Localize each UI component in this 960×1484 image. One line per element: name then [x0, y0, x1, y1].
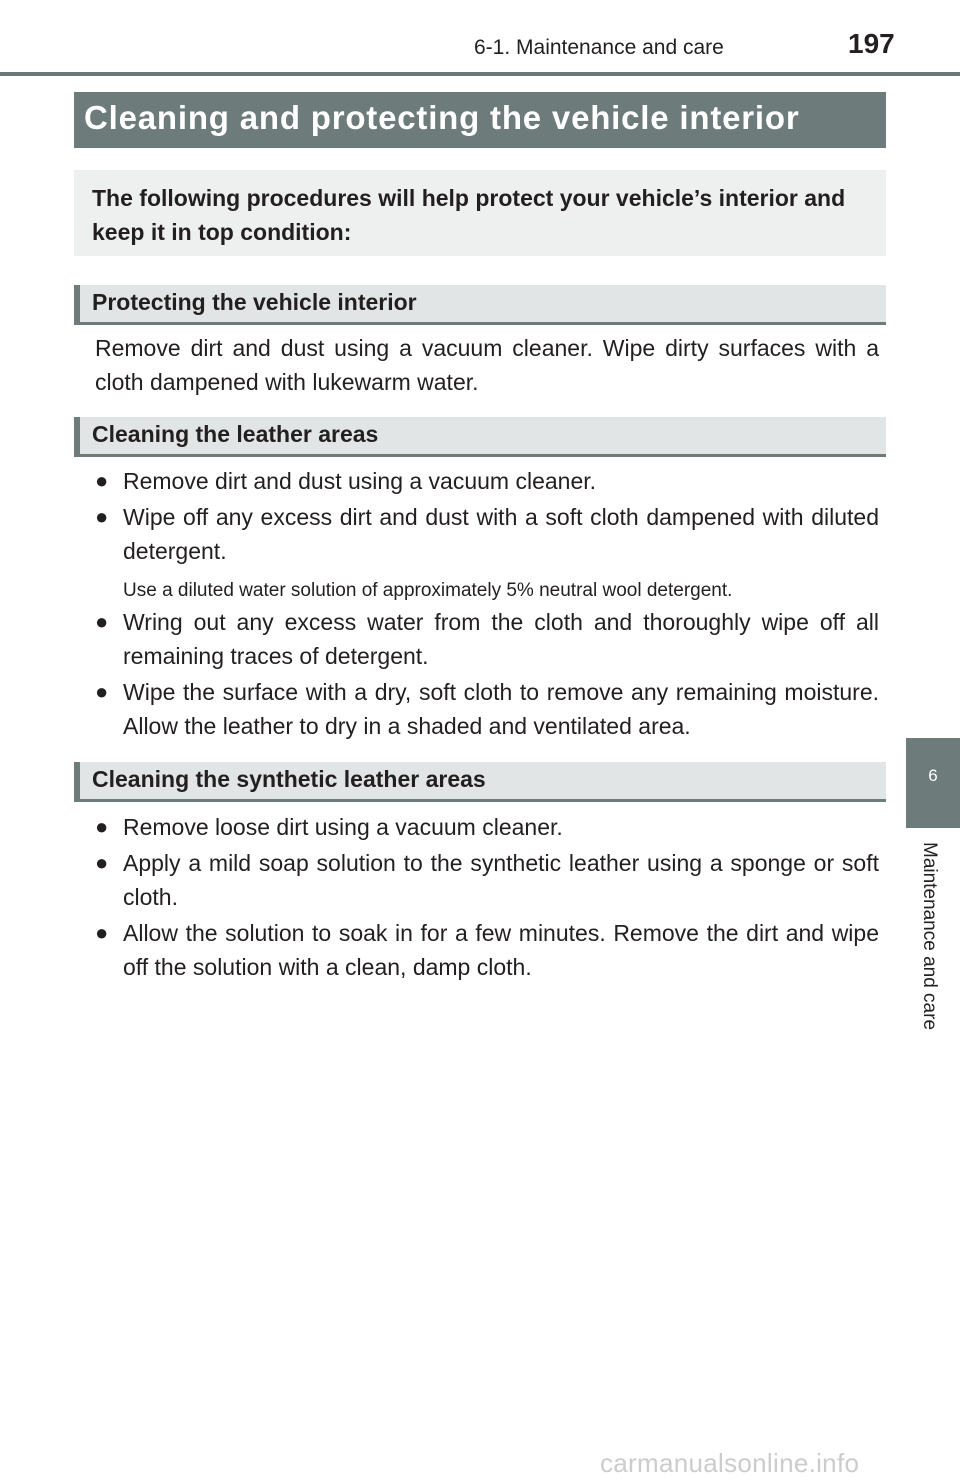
list-item-text: Allow the solution to soak in for a few minutes. Remove the dirt and wipe off the solution with a clean, damp cloth.: [123, 920, 879, 980]
page-number: 197: [848, 28, 895, 59]
list-item: [95, 916, 879, 984]
list-item: [95, 675, 879, 743]
bullet-icon: ●: [95, 679, 109, 704]
subheading-label: Protecting the vehicle interior: [92, 289, 417, 315]
list-item-text: Apply a mild soap solution to the synthetic leather using a sponge or soft cloth.: [123, 850, 879, 910]
section-header: 6-1. Maintenance and care: [474, 36, 724, 59]
list-item: [95, 810, 879, 844]
bullet-icon: ●: [95, 850, 109, 875]
note-text: Use a diluted water solution of approximately 5% neutral wool detergent.: [123, 580, 733, 601]
page-title: Cleaning and protecting the vehicle interior: [84, 99, 800, 136]
bullet-icon: ●: [95, 814, 109, 839]
bullet-icon: ●: [95, 468, 109, 493]
subheading-leather-areas: [74, 417, 886, 457]
list-item-text: Wring out any excess water from the cloth and thoroughly wipe off all remaining traces of detergent.: [123, 609, 879, 669]
bullet-icon: ●: [95, 609, 109, 634]
watermark: carmanualsonline.info: [600, 1448, 860, 1478]
subheading-label: Cleaning the leather areas: [92, 421, 379, 447]
intro-box: [74, 170, 886, 256]
chapter-tab-label: Maintenance and care: [919, 842, 940, 1031]
chapter-tab: 6: [906, 738, 960, 828]
intro-text: The following procedures will help protect your vehicle’s interior and keep it in top condition:: [92, 185, 846, 245]
list-item-text: Remove dirt and dust using a vacuum cleaner.: [123, 468, 597, 494]
list-item: [95, 464, 879, 498]
list-item: [95, 605, 879, 673]
list-item: [95, 500, 879, 568]
list-item-text: Wipe the surface with a dry, soft cloth to remove any remaining moisture. Allow the leather to dry in a shaded and ventilated area.: [123, 679, 879, 739]
bullet-icon: ●: [95, 920, 109, 945]
bullet-icon: ●: [95, 504, 109, 529]
title-bar: [74, 92, 886, 148]
subheading-protecting-interior: [74, 285, 886, 325]
paragraph-protecting-interior: Remove dirt and dust using a vacuum cleaner. Wipe dirty surfaces with a cloth dampened with lukewarm water.: [95, 335, 879, 395]
subheading-label: Cleaning the synthetic leather areas: [92, 766, 486, 792]
list-item-text: Wipe off any excess dirt and dust with a soft cloth dampened with diluted detergent.: [123, 504, 879, 564]
subheading-synthetic-leather: [74, 762, 886, 802]
list-item-text: Remove loose dirt using a vacuum cleaner.: [123, 814, 563, 840]
list-item: [95, 846, 879, 914]
header-rule: [0, 72, 960, 76]
